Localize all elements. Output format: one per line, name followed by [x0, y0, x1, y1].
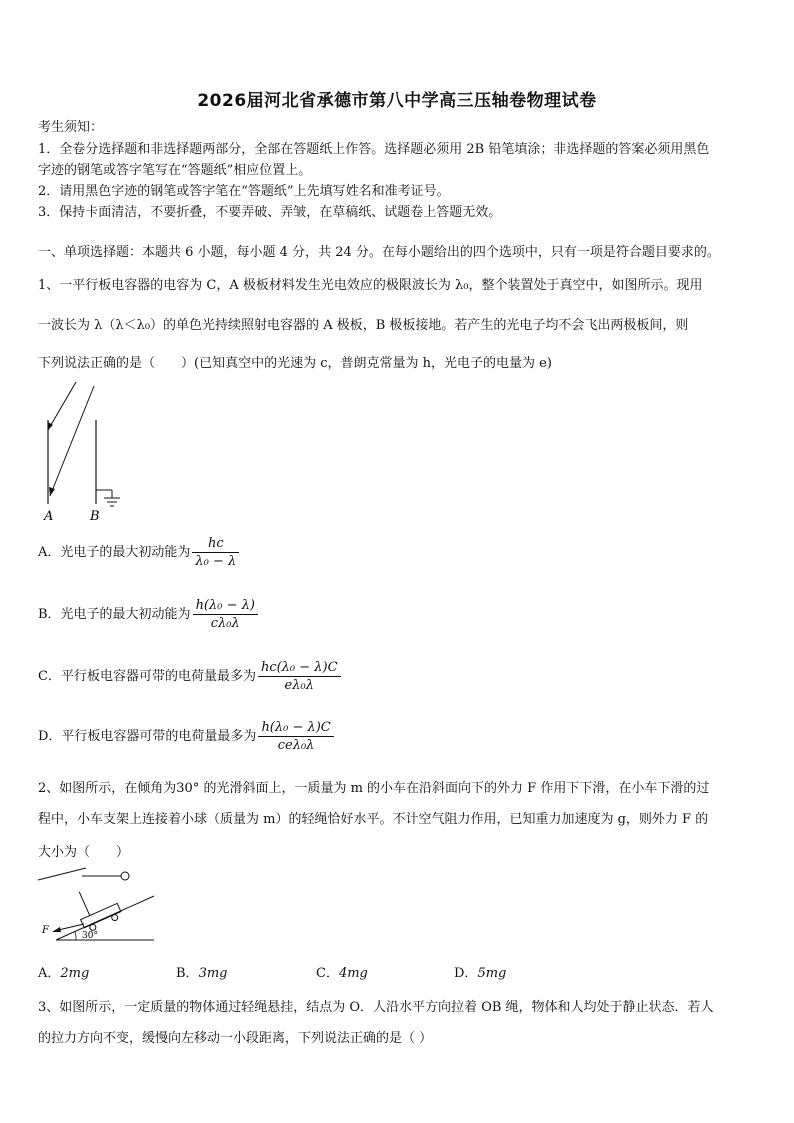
- q1-capacitor-figure: [36, 380, 136, 525]
- q1-line2: 一波长为 λ（λ＜λ₀）的单色光持续照射电容器的 A 极板，B 极板接地。若产生的光电子均不会飞出两极板间，则: [38, 318, 689, 333]
- q1-option-d-text: D．平行板电容器可带的电荷量最多为: [38, 729, 257, 744]
- page-title: 2026届河北省承德市第八中学高三压轴卷物理试卷: [197, 91, 597, 111]
- q1-option-a-text: A．光电子的最大初动能为: [38, 545, 191, 560]
- q2-option-c-value: 4mg: [338, 966, 368, 981]
- q1-label-a: A: [44, 509, 54, 524]
- q1-option-b-text: B．光电子的最大初动能为: [38, 607, 191, 622]
- q1-label-b: B: [90, 509, 100, 524]
- q1-option-c-text: C．平行板电容器可带的电荷量最多为: [38, 669, 256, 684]
- q2-line2: 程中，小车支架上连接着小球（质量为 m）的轻绳恰好水平。不计空气阻力作用，已知重力加速度为 g，则外力 F 的: [38, 812, 709, 827]
- q2-force-label: F: [42, 925, 49, 936]
- q2-option-a-value: 2mg: [60, 966, 90, 981]
- q1-option-d[interactable]: [38, 720, 334, 753]
- q1-option-a-fraction: [192, 536, 239, 569]
- q2-line1: 2、如图所示，在倾角为30° 的光滑斜面上，一质量为 m 的小车在沿斜面向下的外力 F 作用下下滑，在小车下滑的过: [38, 781, 710, 796]
- q1-option-b[interactable]: [38, 598, 258, 631]
- q1-option-c[interactable]: [38, 660, 341, 693]
- q2-angle-label: 30°: [82, 931, 98, 941]
- q2-option-c-label: C．: [316, 966, 339, 981]
- notice-item-1b: 字迹的钢笔或答字笔写在“答题纸”相应位置上。: [38, 163, 312, 178]
- q1-line3: 下列说法正确的是（ ）(已知真空中的光速为 c，普朗克常量为 h，光电子的电量为 e): [38, 356, 552, 371]
- q1-option-a-num: hc: [192, 536, 239, 553]
- section-heading: 一、单项选择题：本题共 6 小题，每小题 4 分，共 24 分。在每小题给出的四个选项中，只有一项是符合题目要求的。: [38, 245, 720, 260]
- q2-option-a-label: A．: [38, 966, 61, 981]
- notice-item-3: 3．保持卡面清洁，不要折叠，不要弄破、弄皱，在草稿纸、试题卷上答题无效。: [38, 205, 502, 220]
- q1-option-b-den: cλ₀λ: [210, 616, 240, 631]
- q1-option-b-num: h(λ₀ − λ): [193, 598, 258, 615]
- notice-heading: 考生须知：: [38, 120, 104, 135]
- q2-option-d-value: 5mg: [477, 966, 507, 981]
- q2-option-b-label: B．: [176, 966, 199, 981]
- q2-option-b-value: 3mg: [198, 966, 228, 981]
- q1-line1: 1、一平行板电容器的电容为 C，A 极板材料发生光电效应的极限波长为 λ₀，整个装置处于真空中，如图所示。现用: [38, 278, 703, 293]
- q2-option-c[interactable]: [316, 962, 368, 981]
- q2-option-b[interactable]: [176, 962, 227, 981]
- q2-line3: 大小为（ ）: [38, 845, 130, 860]
- q1-option-d-num: h(λ₀ − λ)C: [258, 720, 333, 737]
- q1-option-a-den: λ₀ − λ: [195, 554, 237, 569]
- q1-option-c-fraction: [258, 660, 341, 693]
- q3-line2: 的拉力方向不变，缓慢向左移动一小段距离，下列说法正确的是（ ）: [38, 1031, 433, 1046]
- q2-option-d-label: D．: [454, 966, 478, 981]
- q1-option-c-den: eλ₀λ: [284, 678, 314, 693]
- q1-option-d-fraction: [258, 720, 333, 753]
- notice-item-1a: 1．全卷分选择题和非选择题两部分，全部在答题纸上作答。选择题必须用 2B 铅笔填涂；非选择题的答案必须用黑色: [38, 142, 710, 157]
- q3-line1: 3、如图所示，一定质量的物体通过轻绳悬挂，结点为 O．人沿水平方向拉着 OB 绳，物体和人均处于静止状态．若人: [38, 1000, 714, 1015]
- q2-option-d[interactable]: [454, 962, 506, 981]
- notice-item-2: 2．请用黑色字迹的钢笔或答字笔在“答题纸”上先填写姓名和准考证号。: [38, 184, 450, 199]
- q2-option-a[interactable]: [38, 962, 89, 981]
- q1-option-a[interactable]: [38, 536, 239, 569]
- q1-option-b-fraction: [193, 598, 258, 631]
- q1-option-c-num: hc(λ₀ − λ)C: [258, 660, 341, 677]
- q1-option-d-den: ceλ₀λ: [277, 738, 315, 753]
- q2-incline-figure: [36, 862, 161, 944]
